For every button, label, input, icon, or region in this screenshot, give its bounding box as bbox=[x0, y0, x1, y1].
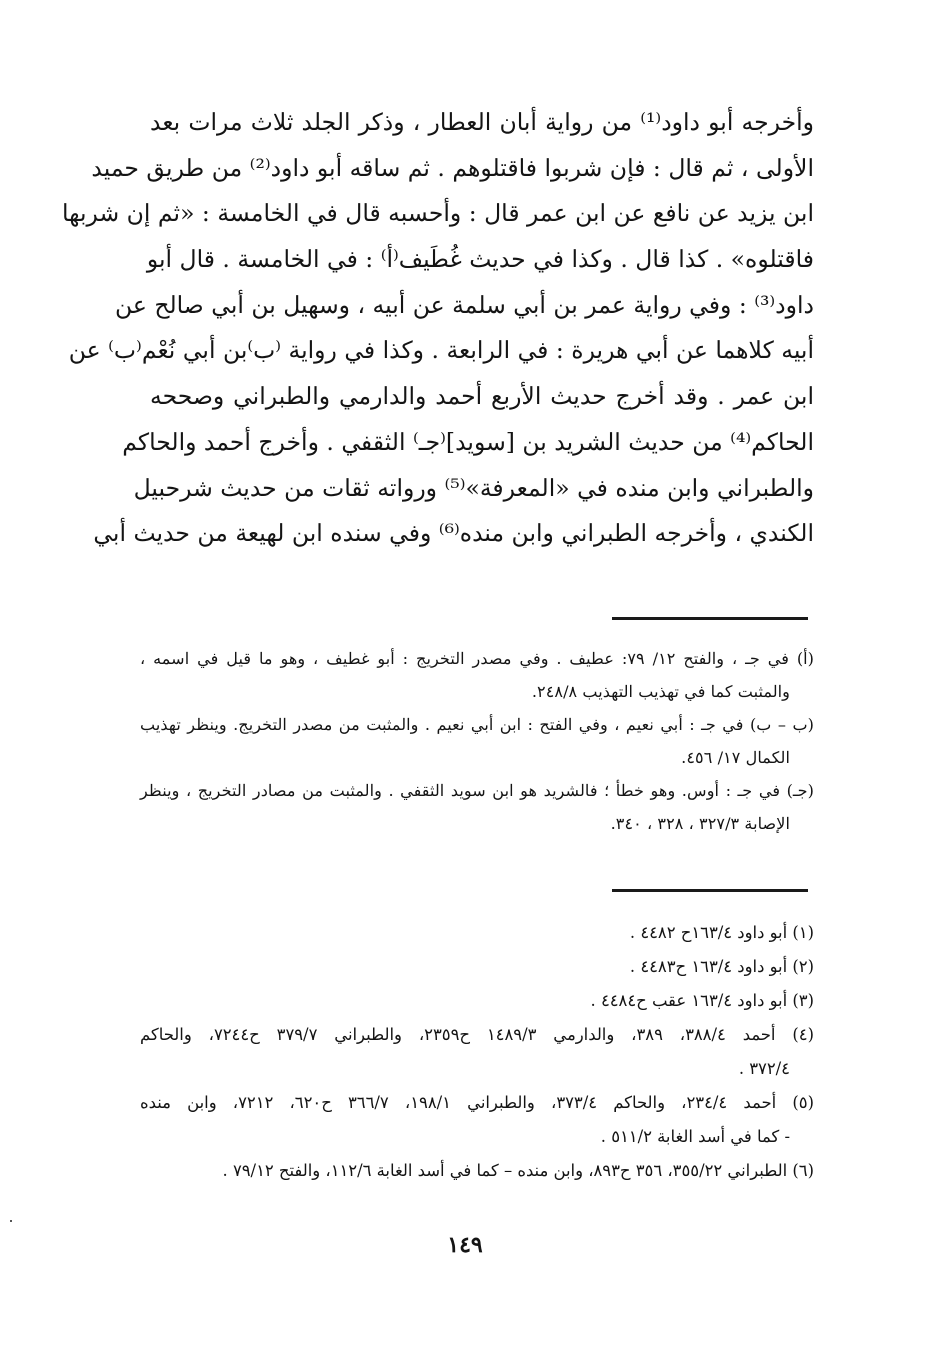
source-note-line: (٢) أبو داود ١٦٣/٤ ح٤٤٨٣ . bbox=[629, 957, 814, 976]
main-text-line: والطبراني وابن منده في «المعرفة»⁽⁵⁾ ورواته ثقات من حديث شرحبيل bbox=[133, 473, 814, 502]
main-text-line: ابن عمر . وقد أخرج حديث الأربع أحمد والدارمي والطبراني وصححه bbox=[150, 382, 814, 411]
main-text-line: الأولى ، ثم قال : فإن شربوا فاقتلوهم . ثم ساقه أبو داود⁽²⁾ من طريق حميد bbox=[91, 153, 814, 182]
source-note-line: (١) أبو داود ١٦٣/٤ح ٤٤٨٢ . bbox=[629, 923, 814, 942]
footnote-separator-editor bbox=[612, 617, 808, 620]
main-text-line: الحاكم⁽⁴⁾ من حديث الشريد بن [سويد]⁽جـ⁾ الثقفي . وأخرج أحمد والحاكم bbox=[122, 427, 814, 456]
main-text-line: فاقتلوه» . كذا قال . وكذا في حديث غُطَيف⁽أ⁾ : في الخامسة . قال أبو bbox=[146, 245, 814, 274]
footnote-separator-sources bbox=[612, 889, 808, 892]
scan-speck bbox=[10, 1220, 12, 1222]
source-note-line: ٣٧٢/٤ . bbox=[738, 1059, 790, 1078]
main-text-line: ابن يزيد عن نافع عن ابن عمر قال : وأحسبه قال في الخامسة : «ثم إن شربها bbox=[61, 199, 814, 228]
main-text-line: داود⁽³⁾ : وفي رواية عمر بن أبي سلمة عن أبيه ، وسهيل بن أبي صالح عن bbox=[114, 290, 814, 319]
editor-note-line: (ب – ب) في جـ : أبي نعيم ، وفي الفتح : ابن أبي نعيم . والمثبت من مصدر التخريج. وينظر تهذيب bbox=[140, 715, 814, 734]
main-text-line: الكندي ، وأخرجه الطبراني وابن منده⁽⁶⁾ وفي سنده ابن لهيعة من حديث أبي bbox=[93, 519, 814, 548]
main-text-line: وأخرجه أبو داود⁽¹⁾ من رواية أبان العطار ، وذكر الجلد ثلاث مرات بعد bbox=[150, 108, 814, 136]
source-note-line: (٣) أبو داود ١٦٣/٤ عقب ح٤٤٨٤ . bbox=[590, 991, 814, 1010]
page-number: ١٤٩ bbox=[447, 1232, 483, 1258]
source-note-line: (٦) الطبراني ٣٥٥/٢٢، ٣٥٦ ح٨٩٣، وابن منده – كما في أسد الغابة ١١٢/٦، والفتح ٧٩/١٢ . bbox=[222, 1161, 814, 1180]
source-note-line: (٥) أحمد ٢٣٤/٤، والحاكم ٣٧٣/٤، والطبراني ١٩٨/١، ٣٦٦/٧ ح٦٢٠، ٧٢١٢، وابن منده bbox=[140, 1093, 814, 1112]
editor-note-line: والمثبت كما في تهذيب التهذيب ٢٤٨/٨. bbox=[531, 682, 790, 701]
source-note-line: (٤) أحمد ٣٨٨/٤، ٣٨٩، والدارمي ١٤٨٩/٣ ح٢٣٥٩، والطبراني ٣٧٩/٧ ح٧٢٤٤، والحاكم bbox=[140, 1025, 814, 1044]
main-text-line: أبيه كلاهما عن أبي هريرة : في الرابعة . وكذا في رواية ⁽ب⁾بن أبي نُعْم⁽ب⁾ عن bbox=[68, 336, 814, 365]
editor-note-line: (جـ) في جـ : أوس. وهو خطأ ؛ فالشريد هو ابن سويد الثقفي . والمثبت من مصادر التخريج ، وينظر bbox=[140, 781, 814, 800]
source-notes bbox=[140, 916, 814, 1188]
editor-note-line: (أ) في جـ ، والفتح ١٢/ ٧٩: عطيف . وفي مصدر التخريج : أبو غطيف ، وهو ما قيل في اسمه ، bbox=[140, 649, 814, 668]
editor-notes bbox=[140, 642, 814, 840]
editor-note-line: الكمال ١٧/ ٤٥٦. bbox=[681, 748, 790, 767]
main-text bbox=[61, 100, 814, 557]
editor-note-line: الإصابة ٣٢٧/٣ ، ٣٢٨ ، ٣٤٠. bbox=[610, 814, 790, 833]
source-note-line: - كما في أسد الغابة ٥١١/٢ . bbox=[600, 1127, 790, 1146]
